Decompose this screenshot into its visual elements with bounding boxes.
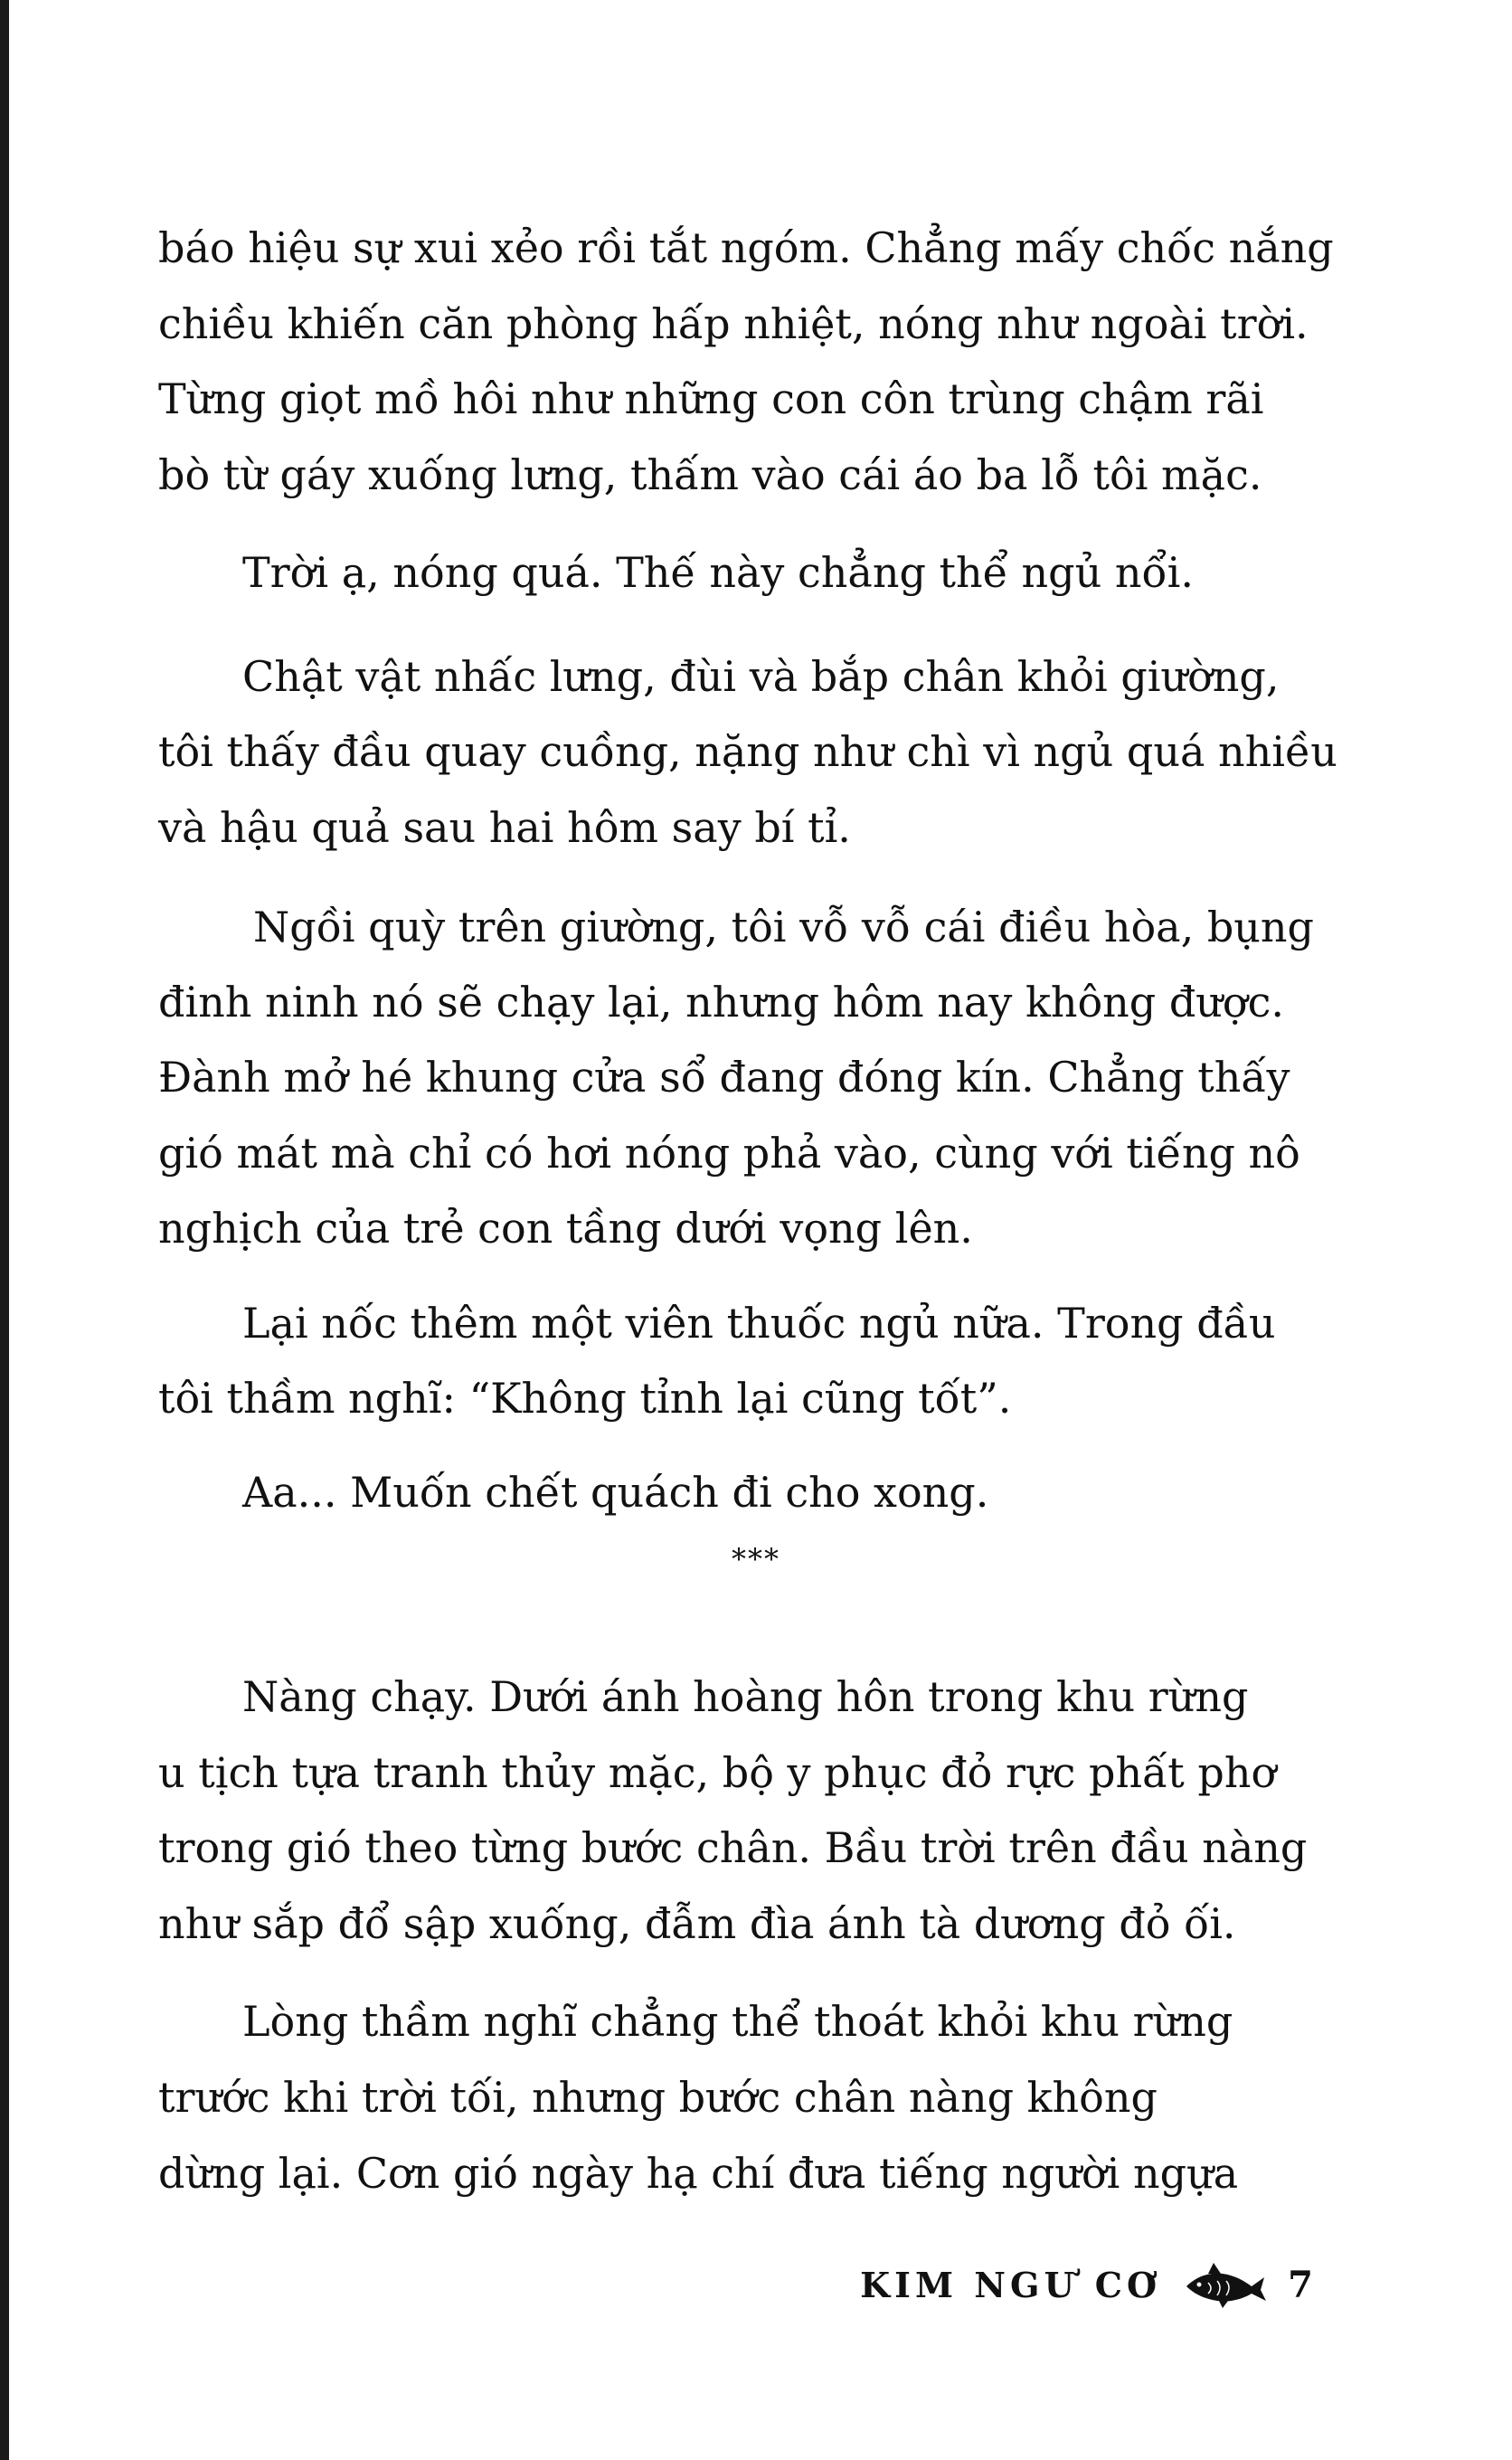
text-line: Chật vật nhấc lưng, đùi và bắp chân khỏi giường, [242, 652, 1280, 701]
text-line: Aa... Muốn chết quách đi cho xong. [242, 1468, 989, 1517]
text-line: dừng lại. Cơn gió ngày hạ chí đưa tiếng người ngựa [158, 2149, 1239, 2198]
text-line: tôi thấy đầu quay cuồng, nặng như chì vì ngủ quá nhiều [158, 727, 1337, 776]
fish-icon [1181, 2259, 1268, 2310]
text-line: chiều khiến căn phòng hấp nhiệt, nóng như ngoài trời. [158, 299, 1309, 348]
text-line: Trời ạ, nóng quá. Thế này chẳng thể ngủ nổi. [242, 548, 1194, 597]
page-number: 7 [1288, 2263, 1313, 2306]
text-line: Đành mở hé khung cửa sổ đang đóng kín. Chẳng thấy [158, 1053, 1290, 1102]
running-book-title: KIM NGƯ CƠ [860, 2264, 1162, 2305]
text-line: và hậu quả sau hai hôm say bí tỉ. [158, 803, 851, 852]
text-line: trong gió theo từng bước chân. Bầu trời trên đầu nàng [158, 1823, 1308, 1872]
text-line: Lòng thầm nghĩ chẳng thể thoát khỏi khu rừng [242, 1997, 1233, 2046]
page-footer [860, 2259, 1313, 2310]
text-line: bò từ gáy xuống lưng, thấm vào cái áo ba lỗ tôi mặc. [158, 450, 1262, 499]
text-line: trước khi trời tối, nhưng bước chân nàng không [158, 2073, 1158, 2122]
text-line: Từng giọt mồ hôi như những con côn trùng chậm rãi [158, 374, 1264, 423]
text-line: Ngồi quỳ trên giường, tôi vỗ vỗ cái điều hòa, bụng [253, 903, 1314, 951]
text-line: báo hiệu sự xui xẻo rồi tắt ngóm. Chẳng mấy chốc nắng [158, 223, 1334, 272]
text-line: Nàng chạy. Dưới ánh hoàng hôn trong khu rừng [242, 1672, 1249, 1721]
text-line: đinh ninh nó sẽ chạy lại, nhưng hôm nay không được. [158, 978, 1284, 1027]
text-line: như sắp đổ sập xuống, đẫm đìa ánh tà dương đỏ ối. [158, 1899, 1236, 1948]
text-line: u tịch tựa tranh thủy mặc, bộ y phục đỏ rực phất phơ [158, 1748, 1277, 1797]
text-line: tôi thầm nghĩ: “Không tỉnh lại cũng tốt”. [158, 1374, 1012, 1423]
scene-separator: *** [732, 1542, 780, 1576]
text-line: Lại nốc thêm một viên thuốc ngủ nữa. Trong đầu [242, 1299, 1276, 1348]
text-line: gió mát mà chỉ có hơi nóng phả vào, cùng với tiếng nô [158, 1129, 1300, 1178]
text-line: nghịch của trẻ con tầng dưới vọng lên. [158, 1204, 973, 1253]
